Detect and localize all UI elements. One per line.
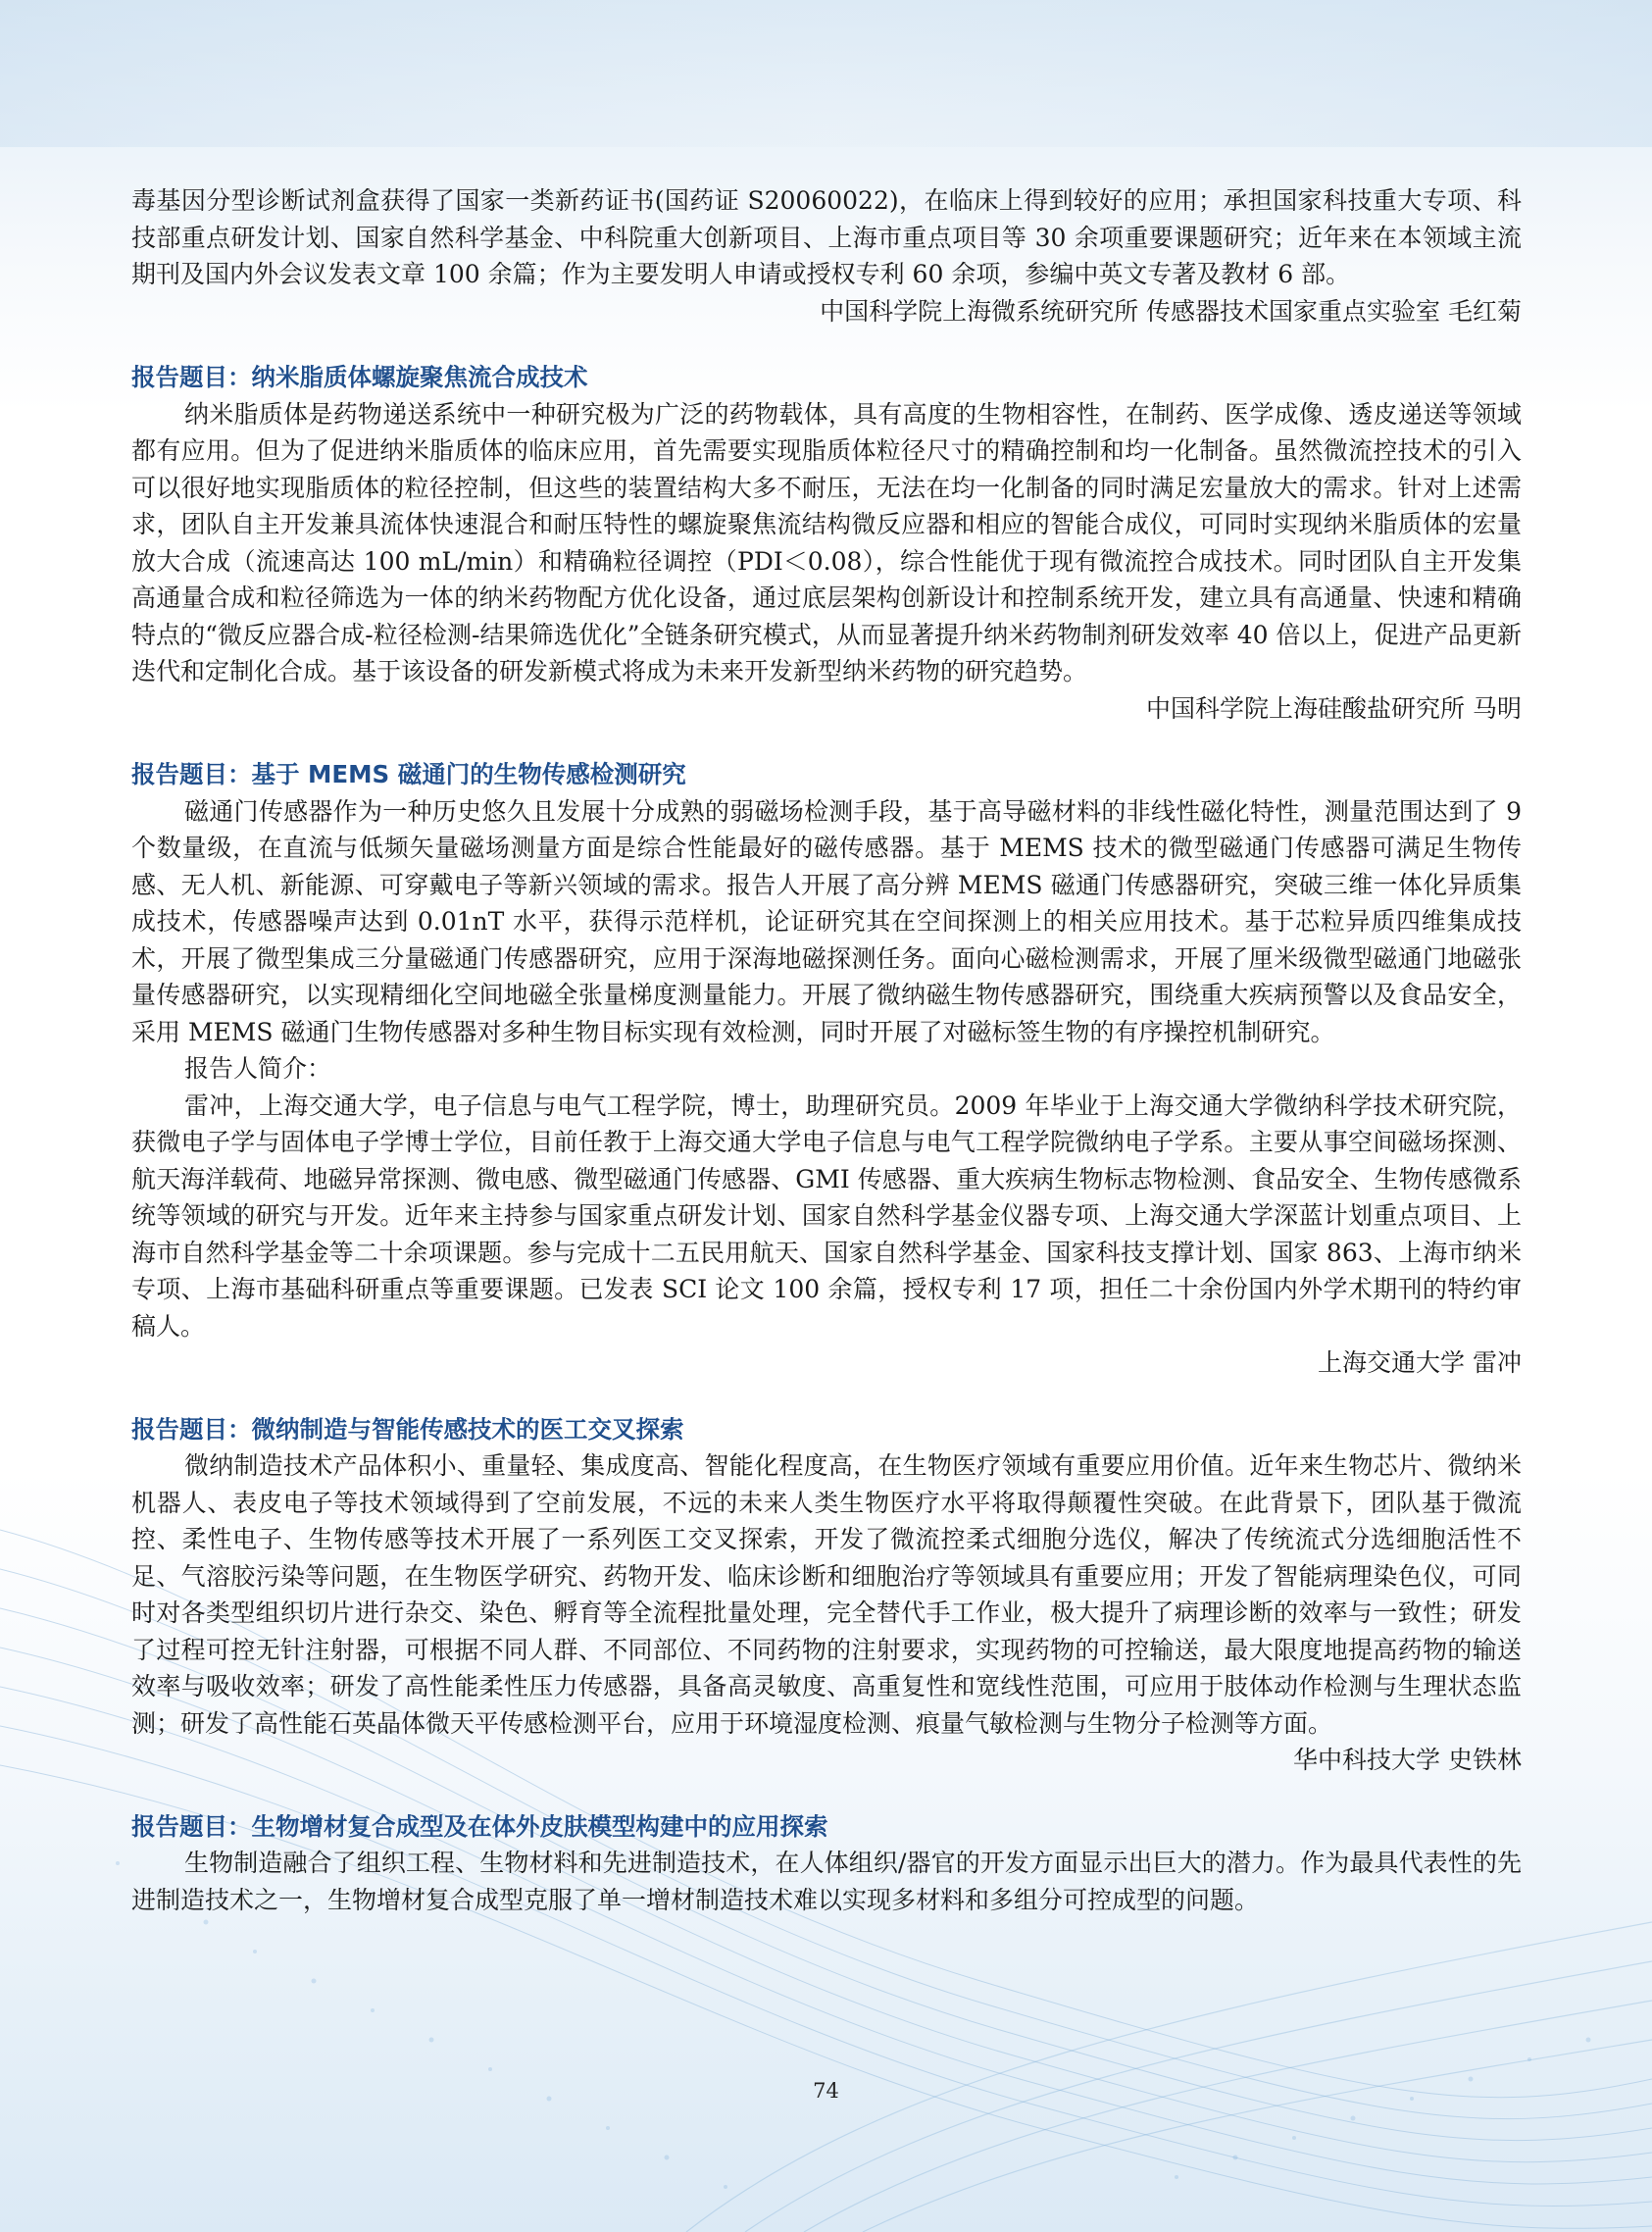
report-section-3 bbox=[131, 1411, 1522, 1779]
speaker-affiliation: 上海交通大学 雷冲 bbox=[1318, 1348, 1522, 1377]
intro-paragraph: 毒基因分型诊断试剂盒获得了国家一类新药证书(国药证 S20060022)，在临床上得到较好的应用；承担国家科技重大专项、科技部重点研发计划、国家自然科学基金、中科院重大创新项目、上海市重点项目等 30 余项重要课题研究；近年来在本领域主流期刊及国内外会议发表文章 100 余篇；作为主要发明人申请或授权专利 60 余项，参编中英文专著及教材 6 部。 bbox=[131, 186, 1522, 288]
speaker-bio: 雷冲，上海交通大学，电子信息与电气工程学院，博士，助理研究员。2009 年毕业于上海交通大学微纳科学技术研究院，获微电子学与固体电子学博士学位，目前任教于上海交通大学电子信息与电气工程学院微纳电子学系。主要从事空间磁场探测、航天海洋载荷、地磁异常探测、微电感、微型磁通门传感器、GMI 传感器、重大疾病生物标志物检测、食品安全、生物传感微系统等领域的研究与开发。近年来主持参与国家重点研发计划、国家自然科学基金仪器专项、上海交通大学深蓝计划重点项目、上海市自然科学基金等二十余项课题。参与完成十二五民用航天、国家自然科学基金、国家科技支撑计划、国家 863、上海市纳米专项、上海市基础科研重点等重要课题。已发表 SCI 论文 100 余篇，授权专利 17 项，担任二十余份国内外学术期刊的特约审稿人。 bbox=[131, 1091, 1522, 1341]
speaker-affiliation: 中国科学院上海微系统研究所 传感器技术国家重点实验室 毛红菊 bbox=[820, 296, 1522, 326]
report-title: 报告题目：生物增材复合成型及在体外皮肤模型构建中的应用探索 bbox=[131, 1811, 828, 1841]
report-abstract: 磁通门传感器作为一种历史悠久且发展十分成熟的弱磁场检测手段，基于高导磁材料的非线性磁化特性，测量范围达到了 9 个数量级，在直流与低频矢量磁场测量方面是综合性能最好的磁传感器。基于 MEMS 技术的微型磁通门传感器可满足生物传感、无人机、新能源、可穿戴电子等新兴领域的需求。报告人开展了高分辨 MEMS 磁通门传感器研究，突破三维一体化异质集成技术，传感器噪声达到 0.01nT 水平，获得示范样机，论证研究其在空间探测上的相关应用技术。基于芯粒异质四维集成技术，开展了微型集成三分量磁通门传感器研究，应用于深海地磁探测任务。面向心磁检测需求，开展了厘米级微型磁通门地磁张量传感器研究，以实现精细化空间地磁全张量梯度测量能力。开展了微纳磁生物传感器研究，围绕重大疾病预警以及食品安全，采用 MEMS 磁通门生物传感器对多种生物目标实现有效检测，同时开展了对磁标签生物的有序操控机制研究。 bbox=[131, 796, 1522, 1046]
main-content bbox=[131, 182, 1522, 1918]
speaker-bio-label: 报告人简介： bbox=[184, 1054, 332, 1083]
report-section-2 bbox=[131, 756, 1522, 1382]
report-abstract: 微纳制造技术产品体积小、重量轻、集成度高、智能化程度高，在生物医疗领域有重要应用价值。近年来生物芯片、微纳米机器人、表皮电子等技术领域得到了空前发展，不远的未来人类生物医疗水平将取得颠覆性突破。在此背景下，团队基于微流控、柔性电子、生物传感等技术开展了一系列医工交叉探索，开发了微流控柔式细胞分选仪，解决了传统流式分选细胞活性不足、气溶胶污染等问题，在生物医学研究、药物开发、临床诊断和细胞治疗等领域具有重要应用；开发了智能病理染色仪，可同时对各类型组织切片进行杂交、染色、孵育等全流程批量处理，完全替代手工作业，极大提升了病理诊断的效率与一致性；研发了过程可控无针注射器，可根据不同人群、不同部位、不同药物的注射要求，实现药物的可控输送，最大限度地提高药物的输送效率与吸收效率；研发了高性能柔性压力传感器，具备高灵敏度、高重复性和宽线性范围，可应用于肢体动作检测与生理状态监测；研发了高性能石英晶体微天平传感检测平台，应用于环境湿度检测、痕量气敏检测与生物分子检测等方面。 bbox=[131, 1451, 1522, 1738]
report-section-4 bbox=[131, 1808, 1522, 1919]
speaker-affiliation: 华中科技大学 史铁林 bbox=[1293, 1746, 1522, 1774]
report-abstract: 纳米脂质体是药物递送系统中一种研究极为广泛的药物载体，具有高度的生物相容性，在制药、医学成像、透皮递送等领域都有应用。但为了促进纳米脂质体的临床应用，首先需要实现脂质体粒径尺寸的精确控制和均一化制备。虽然微流控技术的引入可以很好地实现脂质体的粒径控制，但这些的装置结构大多不耐压，无法在均一化制备的同时满足宏量放大的需求。针对上述需求，团队自主开发兼具流体快速混合和耐压特性的螺旋聚焦流结构微反应器和相应的智能合成仪，可同时实现纳米脂质体的宏量放大合成（流速高达 100 mL/min）和精确粒径调控（PDI＜0.08），综合性能优于现有微流控合成技术。同时团队自主开发集高通量合成和粒径筛选为一体的纳米药物配方优化设备，通过底层架构创新设计和控制系统开发，建立具有高通量、快速和精确特点的“微反应器合成-粒径检测-结果筛选优化”全链条研究模式，从而显著提升纳米药物制剂研发效率 40 倍以上，促进产品更新迭代和定制化合成。基于该设备的研发新模式将成为未来开发新型纳米药物的研究趋势。 bbox=[131, 399, 1522, 685]
intro-block bbox=[131, 182, 1522, 330]
report-title: 报告题目：基于 MEMS 磁通门的生物传感检测研究 bbox=[131, 760, 686, 788]
speaker-affiliation: 中国科学院上海硅酸盐研究所 马明 bbox=[1146, 693, 1522, 723]
report-title: 报告题目：微纳制造与智能传感技术的医工交叉探索 bbox=[131, 1414, 684, 1444]
report-abstract: 生物制造融合了组织工程、生物材料和先进制造技术，在人体组织/器官的开发方面显示出巨大的潜力。作为最具代表性的先进制造技术之一，生物增材复合成型克服了单一增材制造技术难以实现多材料和多组分可控成型的问题。 bbox=[131, 1849, 1522, 1914]
page-number: 74 bbox=[813, 2079, 839, 2103]
report-title: 报告题目：纳米脂质体螺旋聚焦流合成技术 bbox=[131, 363, 588, 391]
report-section-1 bbox=[131, 359, 1522, 727]
